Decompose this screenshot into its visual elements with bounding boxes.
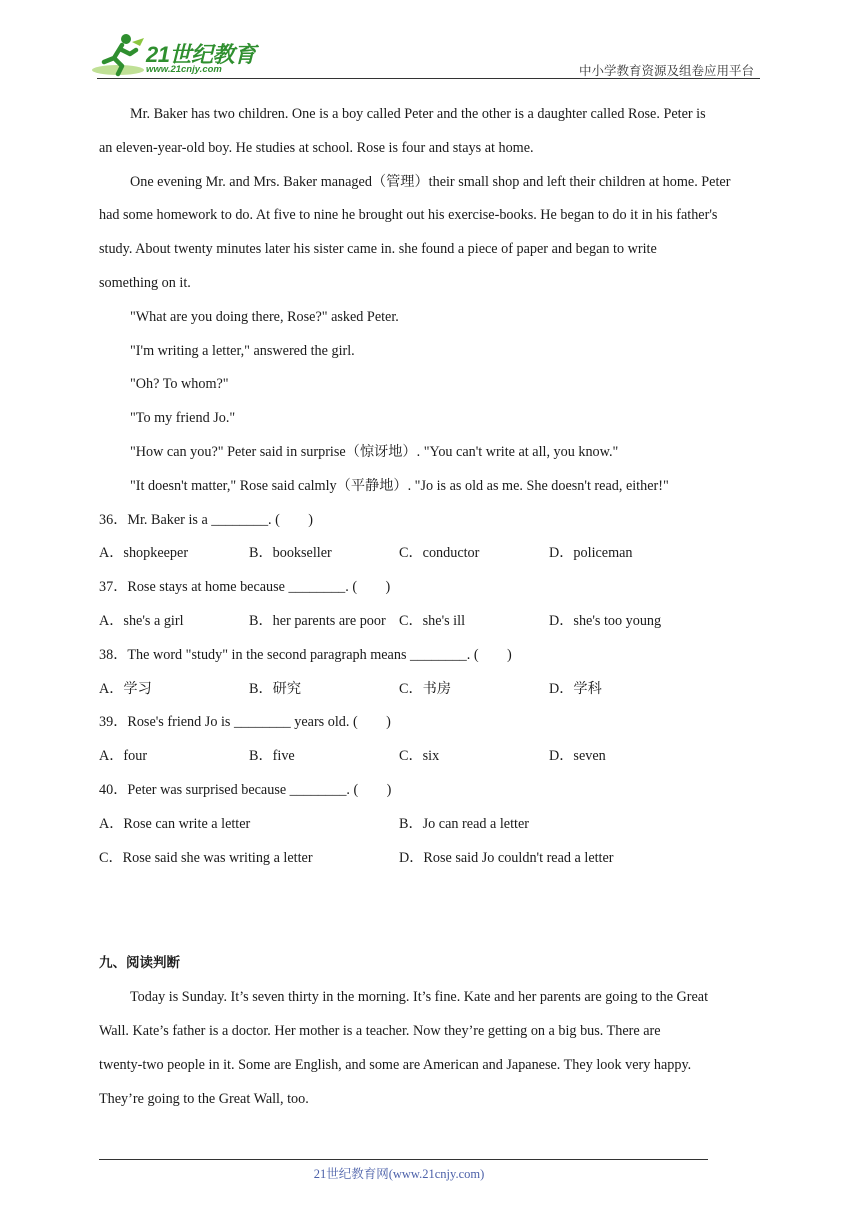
option-row: [99, 537, 769, 571]
section-reading-judgement: [99, 947, 769, 1116]
passage-line: "How can you?" Peter said in surprise（惊讶地）. "You can't write at all, you know.": [130, 443, 619, 460]
footer-divider: [99, 1159, 708, 1160]
option-a[interactable]: A．学习: [99, 680, 152, 697]
option-a[interactable]: A．Rose can write a letter: [99, 815, 251, 832]
passage-line: "It doesn't matter," Rose said calmly（平静地）. "Jo is as old as me. She doesn't read, either!": [130, 477, 669, 494]
section-spacer: [99, 875, 769, 947]
passage-line: "To my friend Jo.": [130, 410, 236, 427]
option-c[interactable]: C．书房: [399, 680, 452, 697]
passage-line: study. About twenty minutes later his sister came in. she found a piece of paper and began to write: [99, 241, 657, 258]
question-stem: 36．Mr. Baker is a ________. ( ): [99, 511, 313, 528]
option-a[interactable]: A．shopkeeper: [99, 545, 189, 562]
question-40: [99, 774, 769, 875]
platform-title: 中小学教育资源及组卷应用平台: [578, 64, 754, 78]
option-d[interactable]: D．seven: [549, 748, 606, 765]
passage-line: Mr. Baker has two children. One is a boy called Peter and the other is a daughter called Rose. Peter is: [130, 106, 706, 122]
question-stem: 39．Rose's friend Jo is ________ years old. ( ): [99, 714, 391, 731]
page-footer: [0, 1164, 860, 1182]
passage-line: One evening Mr. and Mrs. Baker managed（管理）their small shop and left their children at home. Peter: [130, 173, 731, 190]
option-row: [99, 605, 769, 639]
option-a[interactable]: A．four: [99, 748, 148, 765]
site-logo: [92, 32, 262, 78]
question-38: [99, 639, 769, 707]
passage-line: Wall. Kate’s father is a doctor. Her mother is a teacher. Now they’re getting on a big bus. There are: [99, 1022, 661, 1039]
reading-passage: [99, 98, 769, 504]
option-d[interactable]: D．学科: [549, 680, 602, 697]
option-b[interactable]: B．her parents are poor: [249, 612, 386, 629]
question-36: [99, 504, 769, 572]
option-d[interactable]: D．she's too young: [549, 612, 662, 629]
document-body: [99, 98, 769, 1116]
section-title: 九、阅读判断: [99, 955, 180, 972]
logo-name: 21世纪教育: [146, 42, 256, 67]
footer-link[interactable]: 21世纪教育网(www.21cnjy.com): [313, 1167, 485, 1181]
page-header: [0, 0, 860, 80]
option-c[interactable]: C．six: [399, 748, 440, 765]
option-b[interactable]: B．研究: [249, 680, 302, 697]
passage-line: Today is Sunday. It’s seven thirty in the morning. It’s fine. Kate and her parents are going to the Great: [130, 989, 709, 1006]
option-c[interactable]: C．she's ill: [399, 612, 466, 629]
passage-line: "Oh? To whom?": [130, 376, 229, 393]
runner-logo-icon: [92, 32, 148, 78]
option-b[interactable]: B．five: [249, 748, 295, 765]
question-stem: 37．Rose stays at home because ________. ( ): [99, 579, 391, 596]
passage-line: twenty-two people in it. Some are English, and some are American and Japanese. They look very happy.: [99, 1056, 692, 1073]
option-row: [99, 673, 769, 707]
option-b[interactable]: B．Jo can read a letter: [399, 815, 529, 832]
question-stem: 40．Peter was surprised because ________. ( ): [99, 781, 392, 798]
option-a[interactable]: A．she's a girl: [99, 612, 184, 629]
option-row: [99, 842, 769, 876]
option-d[interactable]: D．policeman: [549, 545, 633, 562]
passage-line: "I'm writing a letter," answered the girl.: [130, 342, 355, 359]
header-divider: [97, 78, 760, 79]
passage-line: "What are you doing there, Rose?" asked Peter.: [130, 308, 399, 325]
option-row: [99, 808, 769, 842]
option-c[interactable]: C．conductor: [399, 545, 480, 562]
question-37: [99, 571, 769, 639]
option-d[interactable]: D．Rose said Jo couldn't read a letter: [399, 849, 614, 866]
passage-line: an eleven-year-old boy. He studies at school. Rose is four and stays at home.: [99, 139, 534, 156]
option-c[interactable]: C．Rose said she was writing a letter: [99, 849, 313, 866]
option-row: [99, 740, 769, 774]
logo-url: www.21cnjy.com: [146, 64, 222, 75]
option-b[interactable]: B．bookseller: [249, 545, 332, 562]
passage-line: They’re going to the Great Wall, too.: [99, 1090, 309, 1107]
passage-line: had some homework to do. At five to nine he brought out his exercise-books. He began to do it in his father's: [99, 207, 718, 224]
passage-line: something on it.: [99, 274, 191, 291]
question-39: [99, 706, 769, 774]
question-stem: 38．The word "study" in the second paragraph means ________. ( ): [99, 646, 512, 663]
